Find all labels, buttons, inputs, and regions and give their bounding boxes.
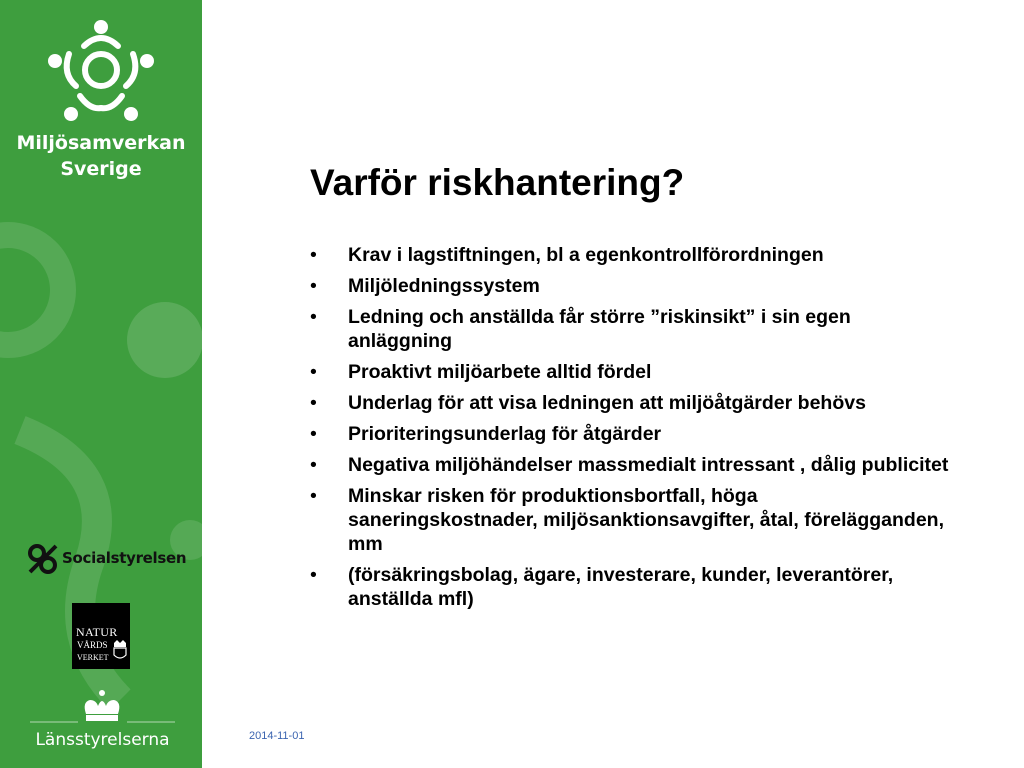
naturvardsverket-logo [72,603,130,669]
socialstyrelsen-label: Socialstyrelsen [62,549,187,567]
bullet-item: • Negativa miljöhändelser massmedialt intressant , dålig publicitet [310,453,950,477]
naturvardsverket-line-3: VERKET [77,653,109,662]
crown-icon [30,688,175,728]
naturvardsverket-line-1: NATUR [76,625,118,639]
bullet-list [310,243,950,618]
socialstyrelsen-emblem-icon [26,542,60,576]
bullet-item: • Krav i lagstiftningen, bl a egenkontrollförordningen [310,243,950,267]
bullet-item: • Prioriteringsunderlag för åtgärder [310,422,950,446]
bullet-item: • (försäkringsbolag, ägare, investerare, kunder, leverantörer, anställda mfl) [310,563,950,611]
bullet-item: • Miljöledningssystem [310,274,950,298]
bullet-item: • Underlag för att visa ledningen att miljöåtgärder behövs [310,391,950,415]
brand-line-1: Miljösamverkan [16,132,186,154]
lansstyrelserna-label: Länsstyrelserna [35,730,170,750]
naturvardsverket-line-2: VÅRDS [77,640,108,650]
lansstyrelserna-logo [30,688,175,758]
crown-shield-icon [113,639,127,661]
socialstyrelsen-logo [26,542,186,578]
bullet-item: • Ledning och anställda får större ”riskinsikt” i sin egen anläggning [310,305,950,353]
bullet-item: • Proaktivt miljöarbete alltid fördel [310,360,950,384]
slide-title: Varför riskhantering? [310,162,685,203]
brand-line-2: Sverige [60,158,142,180]
slide-date: 2014-11-01 [249,730,305,742]
brand-name [0,130,202,182]
miljosamverkan-logo-icon [0,14,202,124]
bullet-item: • Minskar risken för produktionsbortfall, höga saneringskostnader, miljösanktionsavgifter, åtal, förelägganden, mm [310,484,950,556]
sidebar [0,0,202,768]
